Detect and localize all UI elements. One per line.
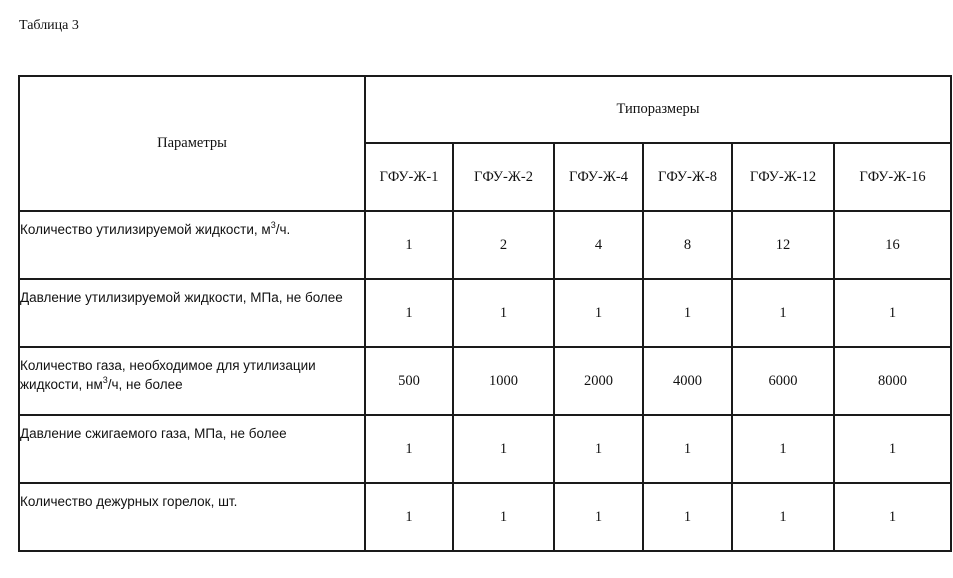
- table-row: [19, 483, 951, 551]
- value-cell: 6000: [732, 347, 834, 415]
- value-cell: 1: [554, 483, 643, 551]
- value-cell: 1: [554, 279, 643, 347]
- table-row: [19, 279, 951, 347]
- value-cell: 8: [643, 211, 732, 279]
- model-header: ГФУ-Ж-2: [453, 143, 554, 211]
- table-caption: Таблица 3: [19, 18, 79, 33]
- parameter-name: Давление утилизируемой жидкости, МПа, не более: [19, 279, 365, 347]
- value-cell: 1: [834, 279, 951, 347]
- model-header: ГФУ-Ж-16: [834, 143, 951, 211]
- parameter-name: Количество дежурных горелок, шт.: [19, 483, 365, 551]
- table-row: [19, 347, 951, 415]
- value-cell: 1: [365, 211, 453, 279]
- value-cell: 1: [643, 483, 732, 551]
- params-column-header: Параметры: [19, 76, 365, 211]
- specs-table: [18, 75, 952, 552]
- sizes-group-header: Типоразмеры: [365, 76, 951, 143]
- model-header: ГФУ-Ж-1: [365, 143, 453, 211]
- parameter-name: Давление сжигаемого газа, МПа, не более: [19, 415, 365, 483]
- value-cell: 1: [834, 483, 951, 551]
- value-cell: 4: [554, 211, 643, 279]
- value-cell: 1: [453, 415, 554, 483]
- value-cell: 1: [643, 415, 732, 483]
- value-cell: 1: [643, 279, 732, 347]
- model-header: ГФУ-Ж-8: [643, 143, 732, 211]
- value-cell: 2: [453, 211, 554, 279]
- value-cell: 16: [834, 211, 951, 279]
- value-cell: 1000: [453, 347, 554, 415]
- value-cell: 1: [453, 279, 554, 347]
- value-cell: 1: [732, 279, 834, 347]
- value-cell: 500: [365, 347, 453, 415]
- value-cell: 1: [554, 415, 643, 483]
- value-cell: 1: [834, 415, 951, 483]
- table-row: [19, 415, 951, 483]
- value-cell: 1: [453, 483, 554, 551]
- table-row: [19, 211, 951, 279]
- value-cell: 1: [365, 279, 453, 347]
- value-cell: 1: [365, 483, 453, 551]
- value-cell: 12: [732, 211, 834, 279]
- value-cell: 1: [732, 483, 834, 551]
- value-cell: 8000: [834, 347, 951, 415]
- parameter-name: Количество газа, необходимое для утилизации жидкости, $нм^3/ч$, не более: [19, 347, 365, 415]
- value-cell: 2000: [554, 347, 643, 415]
- model-header: ГФУ-Ж-4: [554, 143, 643, 211]
- value-cell: 4000: [643, 347, 732, 415]
- model-header: ГФУ-Ж-12: [732, 143, 834, 211]
- value-cell: 1: [365, 415, 453, 483]
- parameter-name: Количество утилизируемой жидкости, $м^3/ч$.: [19, 211, 365, 279]
- value-cell: 1: [732, 415, 834, 483]
